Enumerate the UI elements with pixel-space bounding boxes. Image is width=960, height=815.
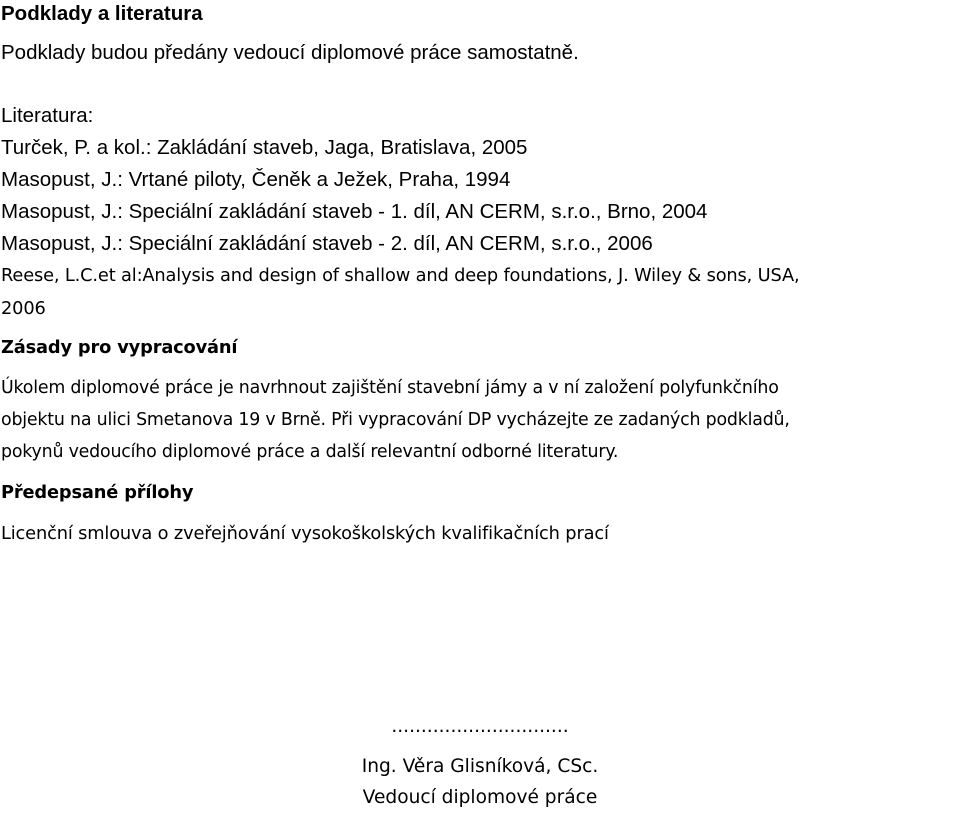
attachments-heading: Předepsané přílohy bbox=[1, 482, 194, 503]
signature-dots: .............................. bbox=[391, 716, 569, 737]
sources-heading: Podklady a literatura bbox=[1, 2, 203, 25]
literature-label: Literatura: bbox=[1, 104, 94, 127]
reference-item: Masopust, J.: Vrtané piloty, Čeněk a Ježek, Praha, 1994 bbox=[1, 168, 511, 191]
supervisor-name: Ing. Věra Glisníková, CSc. bbox=[361, 756, 599, 777]
reference-item: Masopust, J.: Speciální zakládání staveb - 1. díl, AN CERM, s.r.o., Brno, 2004 bbox=[1, 200, 708, 223]
guidelines-heading: Zásady pro vypracování bbox=[1, 337, 238, 358]
reference-item: Masopust, J.: Speciální zakládání staveb - 2. díl, AN CERM, s.r.o., 2006 bbox=[1, 232, 653, 255]
reference-item: Reese, L.C.et al:Analysis and design of shallow and deep foundations, J. Wiley & sons, USA, bbox=[1, 265, 800, 286]
guidelines-paragraph-line: pokynů vedoucího diplomové práce a další relevantní odborné literatury. bbox=[1, 442, 619, 462]
sources-intro: Podklady budou předány vedoucí diplomové práce samostatně. bbox=[1, 41, 579, 64]
guidelines-paragraph-line: Úkolem diplomové práce je navrhnout zajištění stavební jámy a v ní založení polyfunkčního bbox=[1, 378, 779, 398]
reference-item-continuation: 2006 bbox=[1, 298, 46, 319]
guidelines-paragraph-line: objektu na ulici Smetanova 19 v Brně. Při vypracování DP vycházejte ze zadaných podkladů, bbox=[1, 410, 790, 430]
attachments-text: Licenční smlouva o zveřejňování vysokoškolských kvalifikačních prací bbox=[1, 523, 609, 544]
supervisor-role: Vedoucí diplomové práce bbox=[362, 787, 598, 808]
reference-item: Turček, P. a kol.: Zakládání staveb, Jaga, Bratislava, 2005 bbox=[1, 136, 528, 159]
